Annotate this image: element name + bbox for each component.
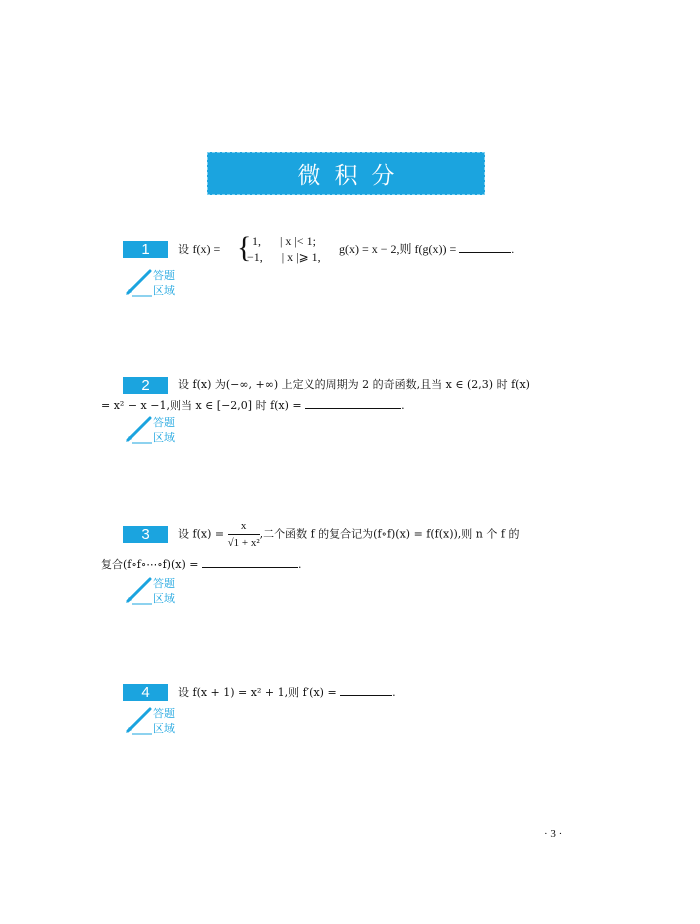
- answer-blank[interactable]: [340, 685, 392, 696]
- question-3-line2: 复合(f∘f∘⋯∘f)(x) = .: [101, 558, 302, 571]
- question-number-4: 4: [123, 684, 168, 701]
- question-1-case1: 1, | x |< 1;: [252, 234, 316, 248]
- question-number-3: 3: [123, 526, 168, 543]
- answer-area-2: 答题 区域: [124, 414, 184, 448]
- pen-icon: [124, 267, 154, 297]
- pen-icon: [124, 705, 154, 735]
- question-2-line2: = x² − x −1,则当 x ∈ [−2,0] 时 f(x) = .: [101, 399, 405, 412]
- answer-blank[interactable]: [202, 557, 298, 568]
- pen-icon: [124, 575, 154, 605]
- pen-icon: [124, 414, 154, 444]
- question-number-2: 2: [123, 377, 168, 394]
- fraction: $\frac{x}{\text{√1 + x²}}$: [227, 520, 260, 549]
- question-1-case2: −1, | x |⩾ 1,: [247, 250, 321, 264]
- question-3-line1: 设 f(x) = $\frac{x}{\text{√1 + x²}}$ ,二个函数 f 的复合记为(f∘f)(x) = f(f(x)),则 n 个 f 的: [178, 520, 520, 549]
- page-number: · 3 ·: [544, 828, 563, 840]
- question-4-text: 设 f(x + 1) = x² + 1,则 f′(x) = .: [178, 686, 396, 699]
- section-title: 微积分: [297, 163, 409, 189]
- answer-area-1: 答题 区域: [124, 267, 184, 301]
- answer-area-3: 答题 区域: [124, 575, 184, 609]
- answer-blank[interactable]: [459, 242, 511, 253]
- question-2-line1: 设 f(x) 为(−∞, +∞) 上定义的周期为 2 的奇函数,且当 x ∈ (2,3) 时 f(x): [178, 378, 530, 391]
- question-1-func: 设 f(x) =: [178, 242, 221, 256]
- question-number-1: 1: [123, 241, 168, 258]
- question-1-rest: g(x) = x − 2,则 f(g(x)) = .: [339, 242, 515, 256]
- answer-blank[interactable]: [305, 398, 401, 409]
- section-title-box: [207, 152, 485, 195]
- answer-area-4: 答题 区域: [124, 705, 184, 739]
- question-1-brace: {: [237, 231, 252, 264]
